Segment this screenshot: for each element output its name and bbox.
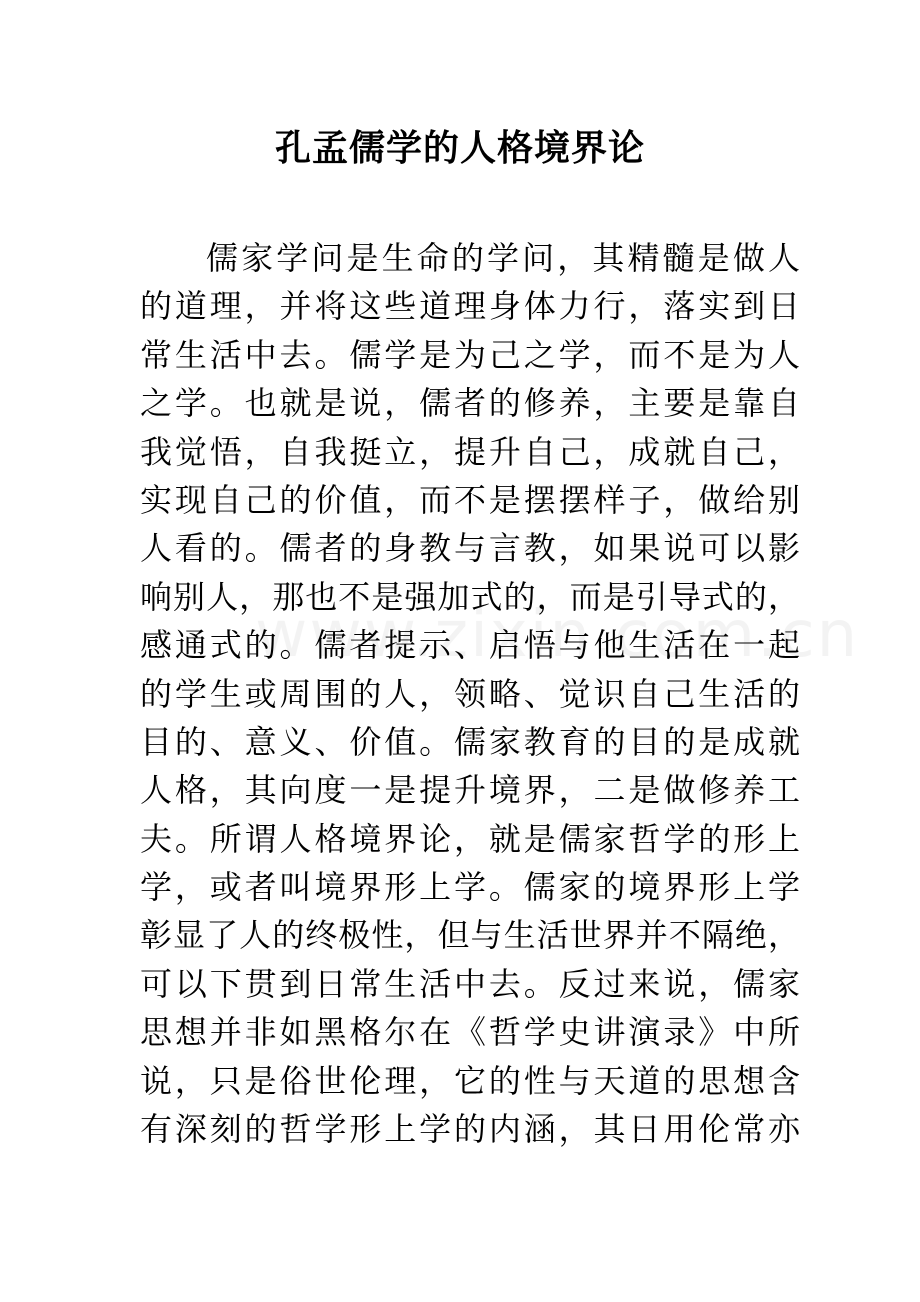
paragraph-line: 有深刻的哲学形上学的内涵，其日用伦常亦: [140, 1110, 800, 1149]
paragraph-line: 实现自己的价值，而不是摆摆样子，做给别: [140, 480, 800, 519]
paragraph-line: 夫。所谓人格境界论，就是儒家哲学的形上: [140, 819, 800, 858]
paragraph-line: 可以下贯到日常生活中去。反过来说，儒家: [140, 964, 800, 1003]
paragraph-line: 感通式的。儒者提示、启悟与他生活在一起: [140, 626, 800, 665]
document-title: 孔孟儒学的人格境界论: [274, 127, 645, 169]
paragraph-line: 人格，其向度一是提升境界，二是做修养工: [140, 771, 800, 810]
paragraph-line: 说，只是俗世伦理，它的性与天道的思想含: [140, 1061, 800, 1100]
paragraph-line: 儒家学问是生命的学问，其精髓是做人: [206, 239, 800, 277]
paragraph-line: 彰显了人的终极性，但与生活世界并不隔绝，: [140, 916, 800, 955]
paragraph-line: 思想并非如黑格尔在《哲学史讲演录》中所: [140, 1013, 800, 1052]
paragraph-line: 的道理，并将这些道理身体力行，落实到日: [140, 287, 800, 326]
paragraph-line: 常生活中去。儒学是为己之学，而不是为人: [140, 335, 800, 374]
paragraph-line: 人看的。儒者的身教与言教，如果说可以影: [140, 529, 800, 568]
paragraph-line: 学，或者叫境界形上学。儒家的境界形上学: [140, 868, 800, 907]
paragraph-line: 之学。也就是说，儒者的修养，主要是靠自: [140, 384, 800, 423]
paragraph-line: 的学生或周围的人，领略、觉识自己生活的: [140, 674, 800, 713]
paragraph-line: 目的、意义、价值。儒家教育的目的是成就: [140, 722, 800, 761]
paragraph-line: 响别人，那也不是强加式的，而是引导式的，: [140, 577, 800, 616]
paragraph-line: 我觉悟，自我挺立，提升自己，成就自己，: [140, 432, 800, 471]
body-paragraph: [140, 234, 800, 1153]
